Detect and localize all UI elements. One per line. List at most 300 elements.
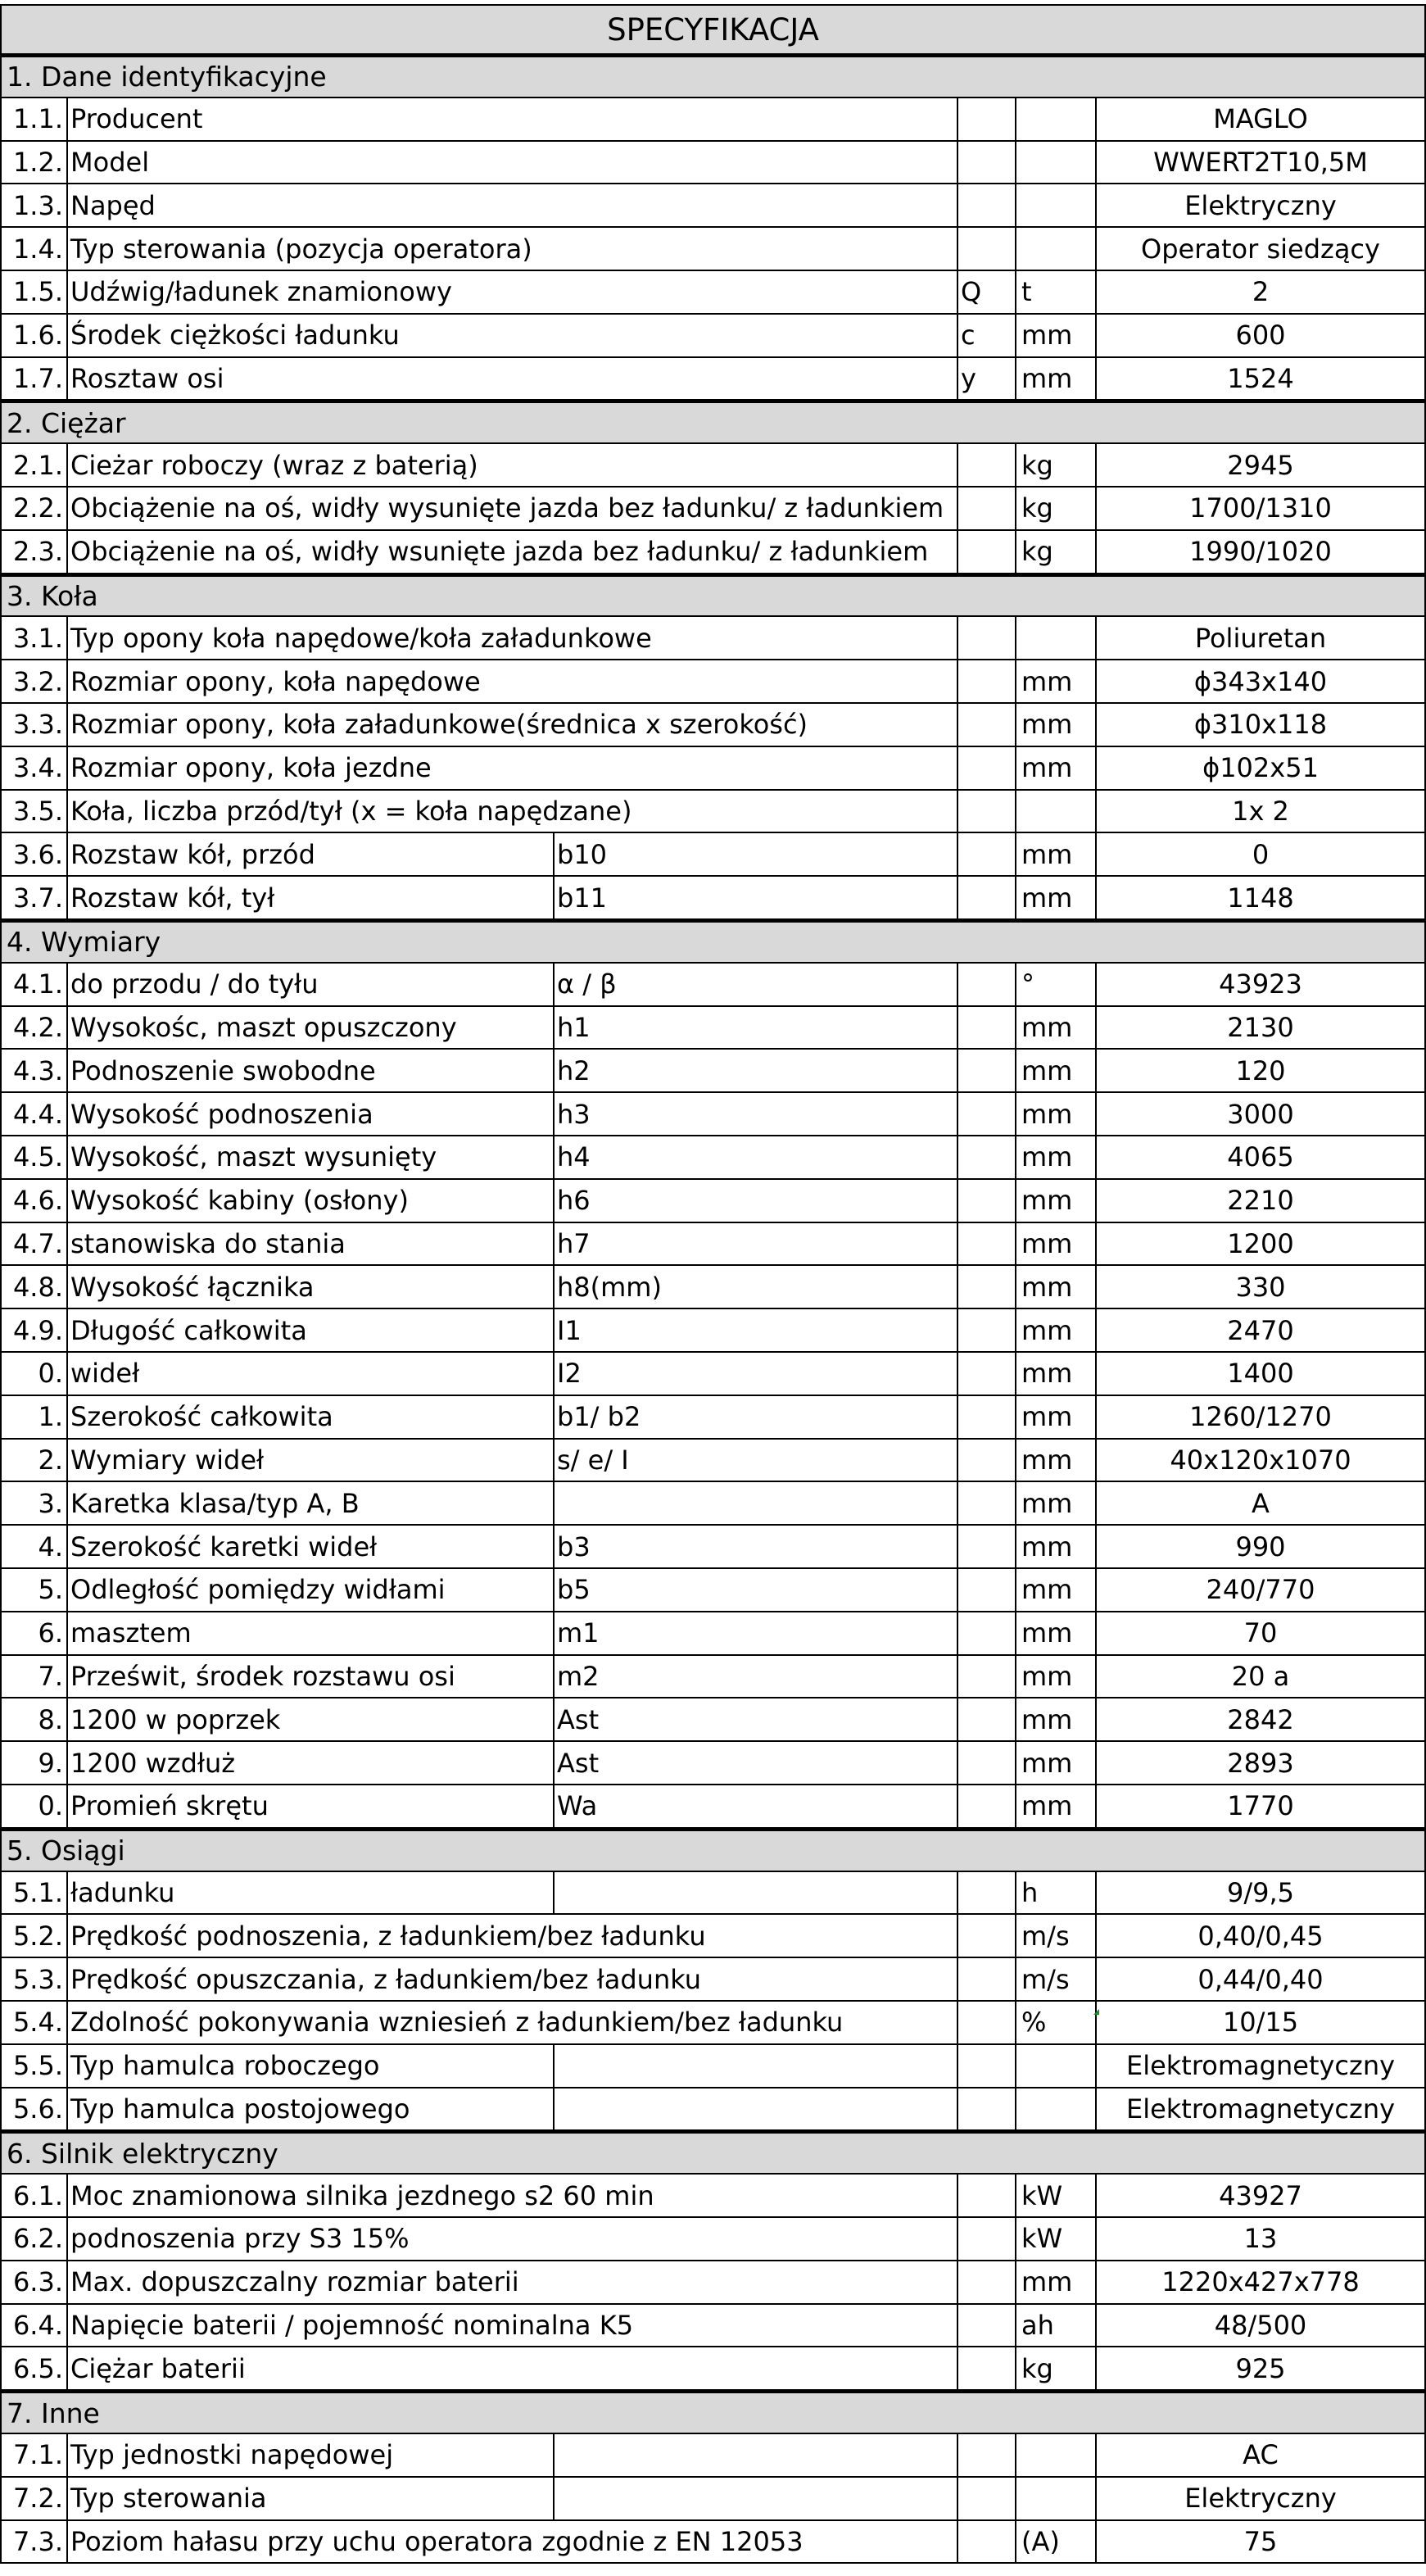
row-unit xyxy=(1016,2434,1097,2476)
row-number: 1.1. xyxy=(0,98,68,140)
row-qualifier xyxy=(958,1872,1016,1914)
row-unit: mm xyxy=(1016,2261,1097,2303)
row-label: masztem xyxy=(68,1612,555,1654)
row-value: 990 xyxy=(1097,1526,1426,1567)
row-number: 4.7. xyxy=(0,1223,68,1265)
row-unit: mm xyxy=(1016,1526,1097,1567)
row-label: Obciążenie na oś, widły wsunięte jazda bez ładunku/ z ładunkiem xyxy=(68,531,958,573)
row-value: 13 xyxy=(1097,2218,1426,2260)
row-number: 7.3. xyxy=(0,2521,68,2563)
row-value: 1400 xyxy=(1097,1353,1426,1395)
spec-row xyxy=(0,444,1426,488)
row-value: Poliuretan xyxy=(1097,617,1426,659)
spec-row xyxy=(0,791,1426,834)
row-qualifier: Q xyxy=(958,271,1016,313)
row-label: Typ jednostki napędowej xyxy=(68,2434,555,2476)
row-number: 3.2. xyxy=(0,660,68,702)
row-label: Długość całkowita xyxy=(68,1309,555,1351)
section-header: 6. Silnik elektryczny xyxy=(0,2131,1426,2175)
row-qualifier xyxy=(958,1915,1016,1957)
row-unit: mm xyxy=(1016,833,1097,875)
row-symbol xyxy=(555,2434,958,2476)
row-value: Elektryczny xyxy=(1097,2478,1426,2519)
spec-row xyxy=(0,704,1426,747)
row-label: Rozstaw kół, tył xyxy=(68,877,555,918)
row-label: Podnoszenie swobodne xyxy=(68,1050,555,1091)
row-symbol: m1 xyxy=(555,1612,958,1654)
row-number: 3.1. xyxy=(0,617,68,659)
row-symbol: b10 xyxy=(555,833,958,875)
spec-row xyxy=(0,2478,1426,2521)
row-qualifier xyxy=(958,2347,1016,2389)
row-label: Udźwig/ładunek znamionowy xyxy=(68,271,958,313)
row-qualifier xyxy=(958,1698,1016,1740)
row-symbol xyxy=(555,1872,958,1914)
row-symbol xyxy=(555,2045,958,2087)
row-unit: mm xyxy=(1016,1093,1097,1135)
spec-row xyxy=(0,1050,1426,1093)
row-qualifier xyxy=(958,1007,1016,1049)
row-unit xyxy=(1016,184,1097,226)
row-unit: (A) xyxy=(1016,2521,1097,2563)
row-number: 2.1. xyxy=(0,444,68,486)
row-symbol: h6 xyxy=(555,1180,958,1222)
row-number: 7.2. xyxy=(0,2478,68,2519)
row-unit: mm xyxy=(1016,1353,1097,1395)
row-qualifier xyxy=(958,488,1016,529)
row-qualifier xyxy=(958,1612,1016,1654)
row-label: Napięcie baterii / pojemność nominalna K5 xyxy=(68,2305,958,2347)
row-label: Wysokość łącznika xyxy=(68,1266,555,1308)
spec-row xyxy=(0,1656,1426,1699)
spec-row xyxy=(0,1569,1426,1612)
row-symbol: m2 xyxy=(555,1656,958,1698)
row-symbol: I2 xyxy=(555,1353,958,1395)
row-label: 1200 w poprzek xyxy=(68,1698,555,1740)
row-symbol xyxy=(555,2088,958,2130)
row-label: Obciążenie na oś, widły wysunięte jazda bez ładunku/ z ładunkiem xyxy=(68,488,958,529)
row-unit: mm xyxy=(1016,315,1097,356)
row-qualifier xyxy=(958,444,1016,486)
row-value: 0,44/0,40 xyxy=(1097,1958,1426,2000)
row-label: Karetka klasa/typ A, B xyxy=(68,1482,555,1524)
spec-row xyxy=(0,1526,1426,1569)
row-value: 2893 xyxy=(1097,1742,1426,1784)
row-unit: kg xyxy=(1016,2347,1097,2389)
row-label: Środek ciężkości ładunku xyxy=(68,315,958,356)
row-qualifier xyxy=(958,1223,1016,1265)
row-value: 2945 xyxy=(1097,444,1426,486)
spec-row xyxy=(0,1223,1426,1267)
row-label: podnoszenia przy S3 15% xyxy=(68,2218,958,2260)
row-symbol: s/ e/ I xyxy=(555,1440,958,1481)
row-qualifier xyxy=(958,1569,1016,1611)
row-label: Napęd xyxy=(68,184,958,226)
row-label: Odległość pomiędzy widłami xyxy=(68,1569,555,1611)
row-unit: mm xyxy=(1016,704,1097,746)
row-qualifier xyxy=(958,1266,1016,1308)
row-number: 4.4. xyxy=(0,1093,68,1135)
row-unit: ah xyxy=(1016,2305,1097,2347)
spec-row xyxy=(0,1872,1426,1916)
row-value: WWERT2T10,5M xyxy=(1097,142,1426,184)
spec-row xyxy=(0,1698,1426,1742)
row-qualifier: c xyxy=(958,315,1016,356)
row-number: 1.6. xyxy=(0,315,68,356)
row-symbol: h8(mm) xyxy=(555,1266,958,1308)
row-unit: mm xyxy=(1016,1656,1097,1698)
row-qualifier xyxy=(958,791,1016,832)
row-qualifier xyxy=(958,877,1016,918)
spec-row xyxy=(0,964,1426,1007)
row-number: 2.2. xyxy=(0,488,68,529)
row-number: 7. xyxy=(0,1656,68,1698)
row-qualifier xyxy=(958,1136,1016,1178)
row-symbol: h2 xyxy=(555,1050,958,1091)
row-number: 6.1. xyxy=(0,2175,68,2216)
row-value: ϕ343x140 xyxy=(1097,660,1426,702)
row-number: 5.1. xyxy=(0,1872,68,1914)
row-qualifier xyxy=(958,747,1016,789)
row-number: 5.4. xyxy=(0,2002,68,2043)
row-number: 1.5. xyxy=(0,271,68,313)
row-value: 0,40/0,45 xyxy=(1097,1915,1426,1957)
row-unit: mm xyxy=(1016,1050,1097,1091)
row-qualifier xyxy=(958,660,1016,702)
spec-row xyxy=(0,2002,1426,2045)
row-number: 4.3. xyxy=(0,1050,68,1091)
row-label: Promień skrętu xyxy=(68,1785,555,1827)
row-unit: mm xyxy=(1016,1223,1097,1265)
row-qualifier xyxy=(958,617,1016,659)
row-label: ładunku xyxy=(68,1872,555,1914)
row-label: Moc znamionowa silnika jezdnego s2 60 min xyxy=(68,2175,958,2216)
spec-row xyxy=(0,1136,1426,1180)
row-value: 925 xyxy=(1097,2347,1426,2389)
spec-row xyxy=(0,1785,1426,1829)
spec-row xyxy=(0,2261,1426,2305)
row-unit: mm xyxy=(1016,1569,1097,1611)
row-value: 330 xyxy=(1097,1266,1426,1308)
row-value: 0 xyxy=(1097,833,1426,875)
row-label: Rozmiar opony, koła napędowe xyxy=(68,660,958,702)
row-unit: kg xyxy=(1016,488,1097,529)
row-qualifier xyxy=(958,1093,1016,1135)
row-number: 2.3. xyxy=(0,531,68,573)
row-number: 3.4. xyxy=(0,747,68,789)
row-value: Elektromagnetyczny xyxy=(1097,2045,1426,2087)
spec-row xyxy=(0,531,1426,574)
row-unit: mm xyxy=(1016,1180,1097,1222)
row-value: 1148 xyxy=(1097,877,1426,918)
row-label: Rosztaw osi xyxy=(68,358,958,400)
row-unit xyxy=(1016,228,1097,270)
row-unit: mm xyxy=(1016,1742,1097,1784)
spec-row xyxy=(0,142,1426,185)
row-qualifier xyxy=(958,1482,1016,1524)
row-unit xyxy=(1016,98,1097,140)
row-unit: mm xyxy=(1016,1482,1097,1524)
row-symbol: h7 xyxy=(555,1223,958,1265)
spec-row xyxy=(0,1180,1426,1223)
spec-row xyxy=(0,1958,1426,2002)
spec-row xyxy=(0,2434,1426,2478)
row-value: 1770 xyxy=(1097,1785,1426,1827)
row-label: Model xyxy=(68,142,958,184)
row-label: Szerokość całkowita xyxy=(68,1396,555,1438)
row-qualifier xyxy=(958,1396,1016,1438)
row-label: Poziom hałasu przy uchu operatora zgodnie z EN 12053 xyxy=(68,2521,958,2563)
row-number: 4.2. xyxy=(0,1007,68,1049)
row-number: 0. xyxy=(0,1353,68,1395)
row-number: 6.2. xyxy=(0,2218,68,2260)
spec-row xyxy=(0,2045,1426,2088)
spec-row xyxy=(0,2347,1426,2391)
row-number: 1.2. xyxy=(0,142,68,184)
row-unit: mm xyxy=(1016,1266,1097,1308)
row-qualifier xyxy=(958,964,1016,1005)
row-qualifier xyxy=(958,2045,1016,2087)
row-number: 1.4. xyxy=(0,228,68,270)
row-qualifier xyxy=(958,2305,1016,2347)
row-qualifier xyxy=(958,2002,1016,2043)
spec-row xyxy=(0,184,1426,228)
row-value: A xyxy=(1097,1482,1426,1524)
row-value: 48/500 xyxy=(1097,2305,1426,2347)
row-label: Producent xyxy=(68,98,958,140)
spec-row xyxy=(0,1482,1426,1526)
row-unit xyxy=(1016,142,1097,184)
section-header: 3. Koła xyxy=(0,574,1426,618)
row-unit: m/s xyxy=(1016,1958,1097,2000)
row-label: Rozmiar opony, koła załadunkowe(średnica x szerokość) xyxy=(68,704,958,746)
row-value: 1524 xyxy=(1097,358,1426,400)
row-qualifier xyxy=(958,2478,1016,2519)
spec-row xyxy=(0,1396,1426,1440)
row-number: 5.2. xyxy=(0,1915,68,1957)
spec-row xyxy=(0,271,1426,315)
row-value: 1990/1020 xyxy=(1097,531,1426,573)
spec-row xyxy=(0,1612,1426,1656)
row-qualifier xyxy=(958,2261,1016,2303)
row-label: Typ hamulca roboczego xyxy=(68,2045,555,2087)
row-qualifier xyxy=(958,833,1016,875)
row-value: MAGLO xyxy=(1097,98,1426,140)
row-unit xyxy=(1016,2478,1097,2519)
row-label: Wysokość podnoszenia xyxy=(68,1093,555,1135)
row-label: Prędkość opuszczania, z ładunkiem/bez ładunku xyxy=(68,1958,958,2000)
row-label: Cieżar roboczy (wraz z baterią) xyxy=(68,444,958,486)
row-unit: mm xyxy=(1016,660,1097,702)
row-qualifier xyxy=(958,1526,1016,1567)
row-value: 10/15 xyxy=(1097,2002,1426,2043)
row-symbol: Ast xyxy=(555,1742,958,1784)
row-number: 5. xyxy=(0,1569,68,1611)
row-symbol: Wa xyxy=(555,1785,958,1827)
spec-row xyxy=(0,1007,1426,1050)
row-value: 1200 xyxy=(1097,1223,1426,1265)
spec-row xyxy=(0,1440,1426,1483)
sheet-title: SPECYFIKACJA xyxy=(0,4,1426,55)
row-unit: mm xyxy=(1016,1698,1097,1740)
row-value: ϕ102x51 xyxy=(1097,747,1426,789)
spec-row xyxy=(0,2521,1426,2565)
spec-row xyxy=(0,1353,1426,1396)
spec-row xyxy=(0,1266,1426,1309)
row-symbol: α / β xyxy=(555,964,958,1005)
spec-row xyxy=(0,358,1426,401)
row-label: Wysokość kabiny (osłony) xyxy=(68,1180,555,1222)
row-unit xyxy=(1016,2088,1097,2130)
section-header: 5. Osiągi xyxy=(0,1829,1426,1872)
spec-row xyxy=(0,488,1426,531)
row-symbol: I1 xyxy=(555,1309,958,1351)
row-label: Typ opony koła napędowe/koła załadunkowe xyxy=(68,617,958,659)
section-header: 1. Dane identyfikacyjne xyxy=(0,55,1426,98)
row-unit: mm xyxy=(1016,1396,1097,1438)
row-qualifier xyxy=(958,1742,1016,1784)
row-number: 3.5. xyxy=(0,791,68,832)
spec-row xyxy=(0,228,1426,271)
row-number: 3.3. xyxy=(0,704,68,746)
row-unit: t xyxy=(1016,271,1097,313)
row-unit: mm xyxy=(1016,1309,1097,1351)
row-label: do przodu / do tyłu xyxy=(68,964,555,1005)
row-number: 4.8. xyxy=(0,1266,68,1308)
row-number: 6.3. xyxy=(0,2261,68,2303)
row-value: 9/9,5 xyxy=(1097,1872,1426,1914)
row-number: 1.3. xyxy=(0,184,68,226)
row-label: 1200 wzdłuż xyxy=(68,1742,555,1784)
row-number: 3.7. xyxy=(0,877,68,918)
row-qualifier xyxy=(958,142,1016,184)
row-symbol: Ast xyxy=(555,1698,958,1740)
spec-row xyxy=(0,2305,1426,2348)
row-label: Rozstaw kół, przód xyxy=(68,833,555,875)
spec-row xyxy=(0,1742,1426,1785)
row-label: Wysokość, maszt wysunięty xyxy=(68,1136,555,1178)
row-qualifier xyxy=(958,1656,1016,1698)
row-value: 2842 xyxy=(1097,1698,1426,1740)
cell-comment-marker xyxy=(1093,2009,1099,2015)
row-unit xyxy=(1016,791,1097,832)
row-label: wideł xyxy=(68,1353,555,1395)
row-value: 70 xyxy=(1097,1612,1426,1654)
spec-row xyxy=(0,2175,1426,2218)
row-unit: h xyxy=(1016,1872,1097,1914)
row-unit: kg xyxy=(1016,444,1097,486)
row-unit xyxy=(1016,2045,1097,2087)
row-number: 4.6. xyxy=(0,1180,68,1222)
row-value: 75 xyxy=(1097,2521,1426,2563)
row-label: stanowiska do stania xyxy=(68,1223,555,1265)
row-label: Rozmiar opony, koła jezdne xyxy=(68,747,958,789)
row-label: Zdolność pokonywania wzniesień z ładunkiem/bez ładunku xyxy=(68,2002,958,2043)
row-value: 2210 xyxy=(1097,1180,1426,1222)
row-unit: mm xyxy=(1016,358,1097,400)
spec-row xyxy=(0,617,1426,660)
row-number: 3. xyxy=(0,1482,68,1524)
row-number: 5.6. xyxy=(0,2088,68,2130)
row-symbol xyxy=(555,1482,958,1524)
row-number: 6.4. xyxy=(0,2305,68,2347)
spec-row xyxy=(0,1309,1426,1353)
row-qualifier xyxy=(958,228,1016,270)
spec-row xyxy=(0,98,1426,142)
row-label: Typ hamulca postojowego xyxy=(68,2088,555,2130)
row-number: 8. xyxy=(0,1698,68,1740)
row-number: 6. xyxy=(0,1612,68,1654)
spec-row xyxy=(0,877,1426,920)
row-unit: mm xyxy=(1016,1136,1097,1178)
row-qualifier: y xyxy=(958,358,1016,400)
row-number: 0. xyxy=(0,1785,68,1827)
row-value: 4065 xyxy=(1097,1136,1426,1178)
row-label: Prędkość podnoszenia, z ładunkiem/bez ładunku xyxy=(68,1915,958,1957)
row-value: 240/770 xyxy=(1097,1569,1426,1611)
spec-row xyxy=(0,315,1426,358)
row-value: 40x120x1070 xyxy=(1097,1440,1426,1481)
row-qualifier xyxy=(958,1309,1016,1351)
row-number: 1. xyxy=(0,1396,68,1438)
row-number: 3.6. xyxy=(0,833,68,875)
row-unit: mm xyxy=(1016,1440,1097,1481)
spec-row xyxy=(0,660,1426,704)
row-unit: mm xyxy=(1016,877,1097,918)
row-qualifier xyxy=(958,2434,1016,2476)
row-unit: m/s xyxy=(1016,1915,1097,1957)
row-symbol: b3 xyxy=(555,1526,958,1567)
row-label: Wymiary wideł xyxy=(68,1440,555,1481)
row-qualifier xyxy=(958,1958,1016,2000)
row-value: AC xyxy=(1097,2434,1426,2476)
row-unit: mm xyxy=(1016,1007,1097,1049)
spec-row xyxy=(0,833,1426,877)
row-value: Operator siedzący xyxy=(1097,228,1426,270)
row-value: 1x 2 xyxy=(1097,791,1426,832)
row-label: Typ sterowania xyxy=(68,2478,555,2519)
spec-row xyxy=(0,1915,1426,1958)
spec-row xyxy=(0,2088,1426,2132)
row-value: 120 xyxy=(1097,1050,1426,1091)
row-qualifier xyxy=(958,2521,1016,2563)
row-qualifier xyxy=(958,1440,1016,1481)
row-value: 2470 xyxy=(1097,1309,1426,1351)
row-number: 4.5. xyxy=(0,1136,68,1178)
row-number: 9. xyxy=(0,1742,68,1784)
row-label: Ciężar baterii xyxy=(68,2347,958,2389)
row-value: 1260/1270 xyxy=(1097,1396,1426,1438)
row-qualifier xyxy=(958,1785,1016,1827)
row-value: 2130 xyxy=(1097,1007,1426,1049)
row-value: 43927 xyxy=(1097,2175,1426,2216)
row-unit: kW xyxy=(1016,2218,1097,2260)
row-symbol: h3 xyxy=(555,1093,958,1135)
row-label: Wysokośc, maszt opuszczony xyxy=(68,1007,555,1049)
row-qualifier xyxy=(958,1050,1016,1091)
row-number: 4. xyxy=(0,1526,68,1567)
section-header: 2. Ciężar xyxy=(0,401,1426,444)
row-symbol: b1/ b2 xyxy=(555,1396,958,1438)
row-qualifier xyxy=(958,98,1016,140)
row-symbol: b5 xyxy=(555,1569,958,1611)
row-label: Typ sterowania (pozycja operatora) xyxy=(68,228,958,270)
row-number: 5.3. xyxy=(0,1958,68,2000)
row-unit xyxy=(1016,617,1097,659)
row-value: 3000 xyxy=(1097,1093,1426,1135)
row-qualifier xyxy=(958,531,1016,573)
row-value: Elektromagnetyczny xyxy=(1097,2088,1426,2130)
